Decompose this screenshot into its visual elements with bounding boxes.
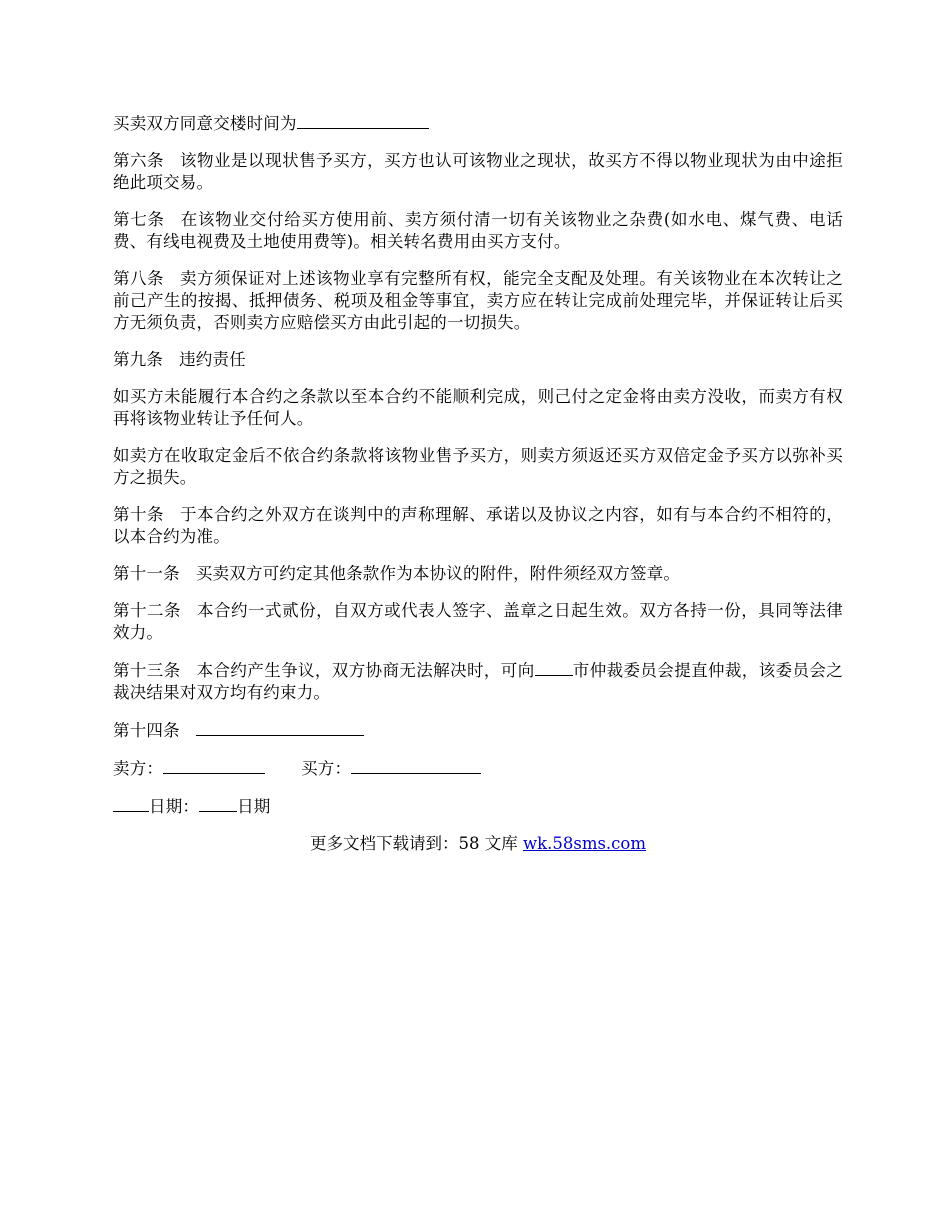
article-11: [113, 563, 843, 585]
handover-clause: [113, 112, 843, 135]
article-14: [113, 719, 843, 742]
article-13: [113, 659, 843, 704]
article-7: [113, 209, 843, 253]
article-7-body: 在该物业交付给买方使用前、卖方须付清一切有关该物业之杂费(如水电、煤气费、电话费、有线电视费及土地使用费等)。相关转名费用由买方支付。: [113, 210, 843, 251]
article-8-title: 第八条: [113, 269, 165, 288]
article-8-body: 卖方须保证对上述该物业享有完整所有权，能完全支配及处理。有关该物业在本次转让之前己产生的按揭、抵押债务、税项及租金等事宜，卖方应在转让完成前处理完毕，并保证转让后买方无须负责，否则卖方应赔偿买方由此引起的一切损失。: [113, 269, 843, 332]
buyer-signature-blank[interactable]: [351, 757, 481, 774]
seller-label: 卖方：: [113, 759, 164, 778]
seller-signature-blank[interactable]: [163, 757, 265, 774]
article-12: [113, 600, 843, 644]
article-9-paragraph-2: 如卖方在收取定金后不依合约条款将该物业售予买方，则卖方须返还买方双倍定金予买方以弥补买方之损失。: [113, 446, 843, 487]
article-6-title: 第六条: [113, 151, 165, 170]
article-13-body-before: 本合约产生争议，双方协商无法解决时，可向: [196, 661, 535, 680]
article-11-title: 第十一条: [113, 564, 180, 583]
signature-row: [113, 757, 843, 780]
date-value-blank[interactable]: [199, 795, 237, 812]
article-9: [113, 349, 843, 371]
footer: [113, 833, 843, 855]
article-6-body: 该物业是以现状售予买方，买方也认可该物业之现状，故买方不得以物业现状为由中途拒绝此项交易。: [113, 151, 843, 192]
article-10-body: 于本合约之外双方在谈判中的声称理解、承诺以及协议之内容，如有与本合约不相符的，以本合约为准。: [113, 505, 843, 546]
date-row: [113, 795, 843, 818]
article-11-body: 买卖双方可约定其他条款作为本协议的附件，附件须经双方签章。: [195, 564, 681, 583]
article-13-body-after: 市仲裁委员会提直仲裁，该委员会之裁决结果对双方均有约束力。: [113, 661, 844, 702]
article-14-title: 第十四条: [113, 721, 180, 740]
buyer-label: 买方：: [301, 759, 352, 778]
date-label-2: 日期: [237, 797, 271, 816]
article-7-title: 第七条: [113, 210, 165, 229]
article-13-title: 第十三条: [113, 661, 181, 680]
date-prefix-blank[interactable]: [113, 795, 149, 812]
date-label: 日期：: [149, 797, 200, 816]
article-10-title: 第十条: [113, 505, 165, 524]
footer-text: 更多文档下载请到：58 文库: [309, 834, 523, 853]
article-12-body: 本合约一式贰份，自双方或代表人签字、盖章之日起生效。双方各持一份，具同等法律效力。: [113, 601, 843, 642]
article-12-title: 第十二条: [113, 601, 182, 620]
handover-time-blank[interactable]: [297, 112, 429, 129]
article-10: [113, 504, 843, 548]
article-6: [113, 150, 843, 194]
article-9-body: 违约责任: [179, 350, 246, 369]
article-8: [113, 268, 843, 334]
arbitration-city-blank[interactable]: [535, 659, 573, 676]
footer-link[interactable]: wk.58sms.com: [522, 834, 646, 853]
article-9-paragraph-1: 如买方未能履行本合约之条款以至本合约不能顺利完成，则己付之定金将由卖方没收，而卖方有权再将该物业转让予任何人。: [113, 387, 843, 428]
handover-text: 买卖双方同意交楼时间为: [113, 114, 297, 133]
article-9-title: 第九条: [113, 350, 164, 369]
contract-page: [113, 112, 843, 855]
article-14-blank[interactable]: [196, 719, 364, 736]
